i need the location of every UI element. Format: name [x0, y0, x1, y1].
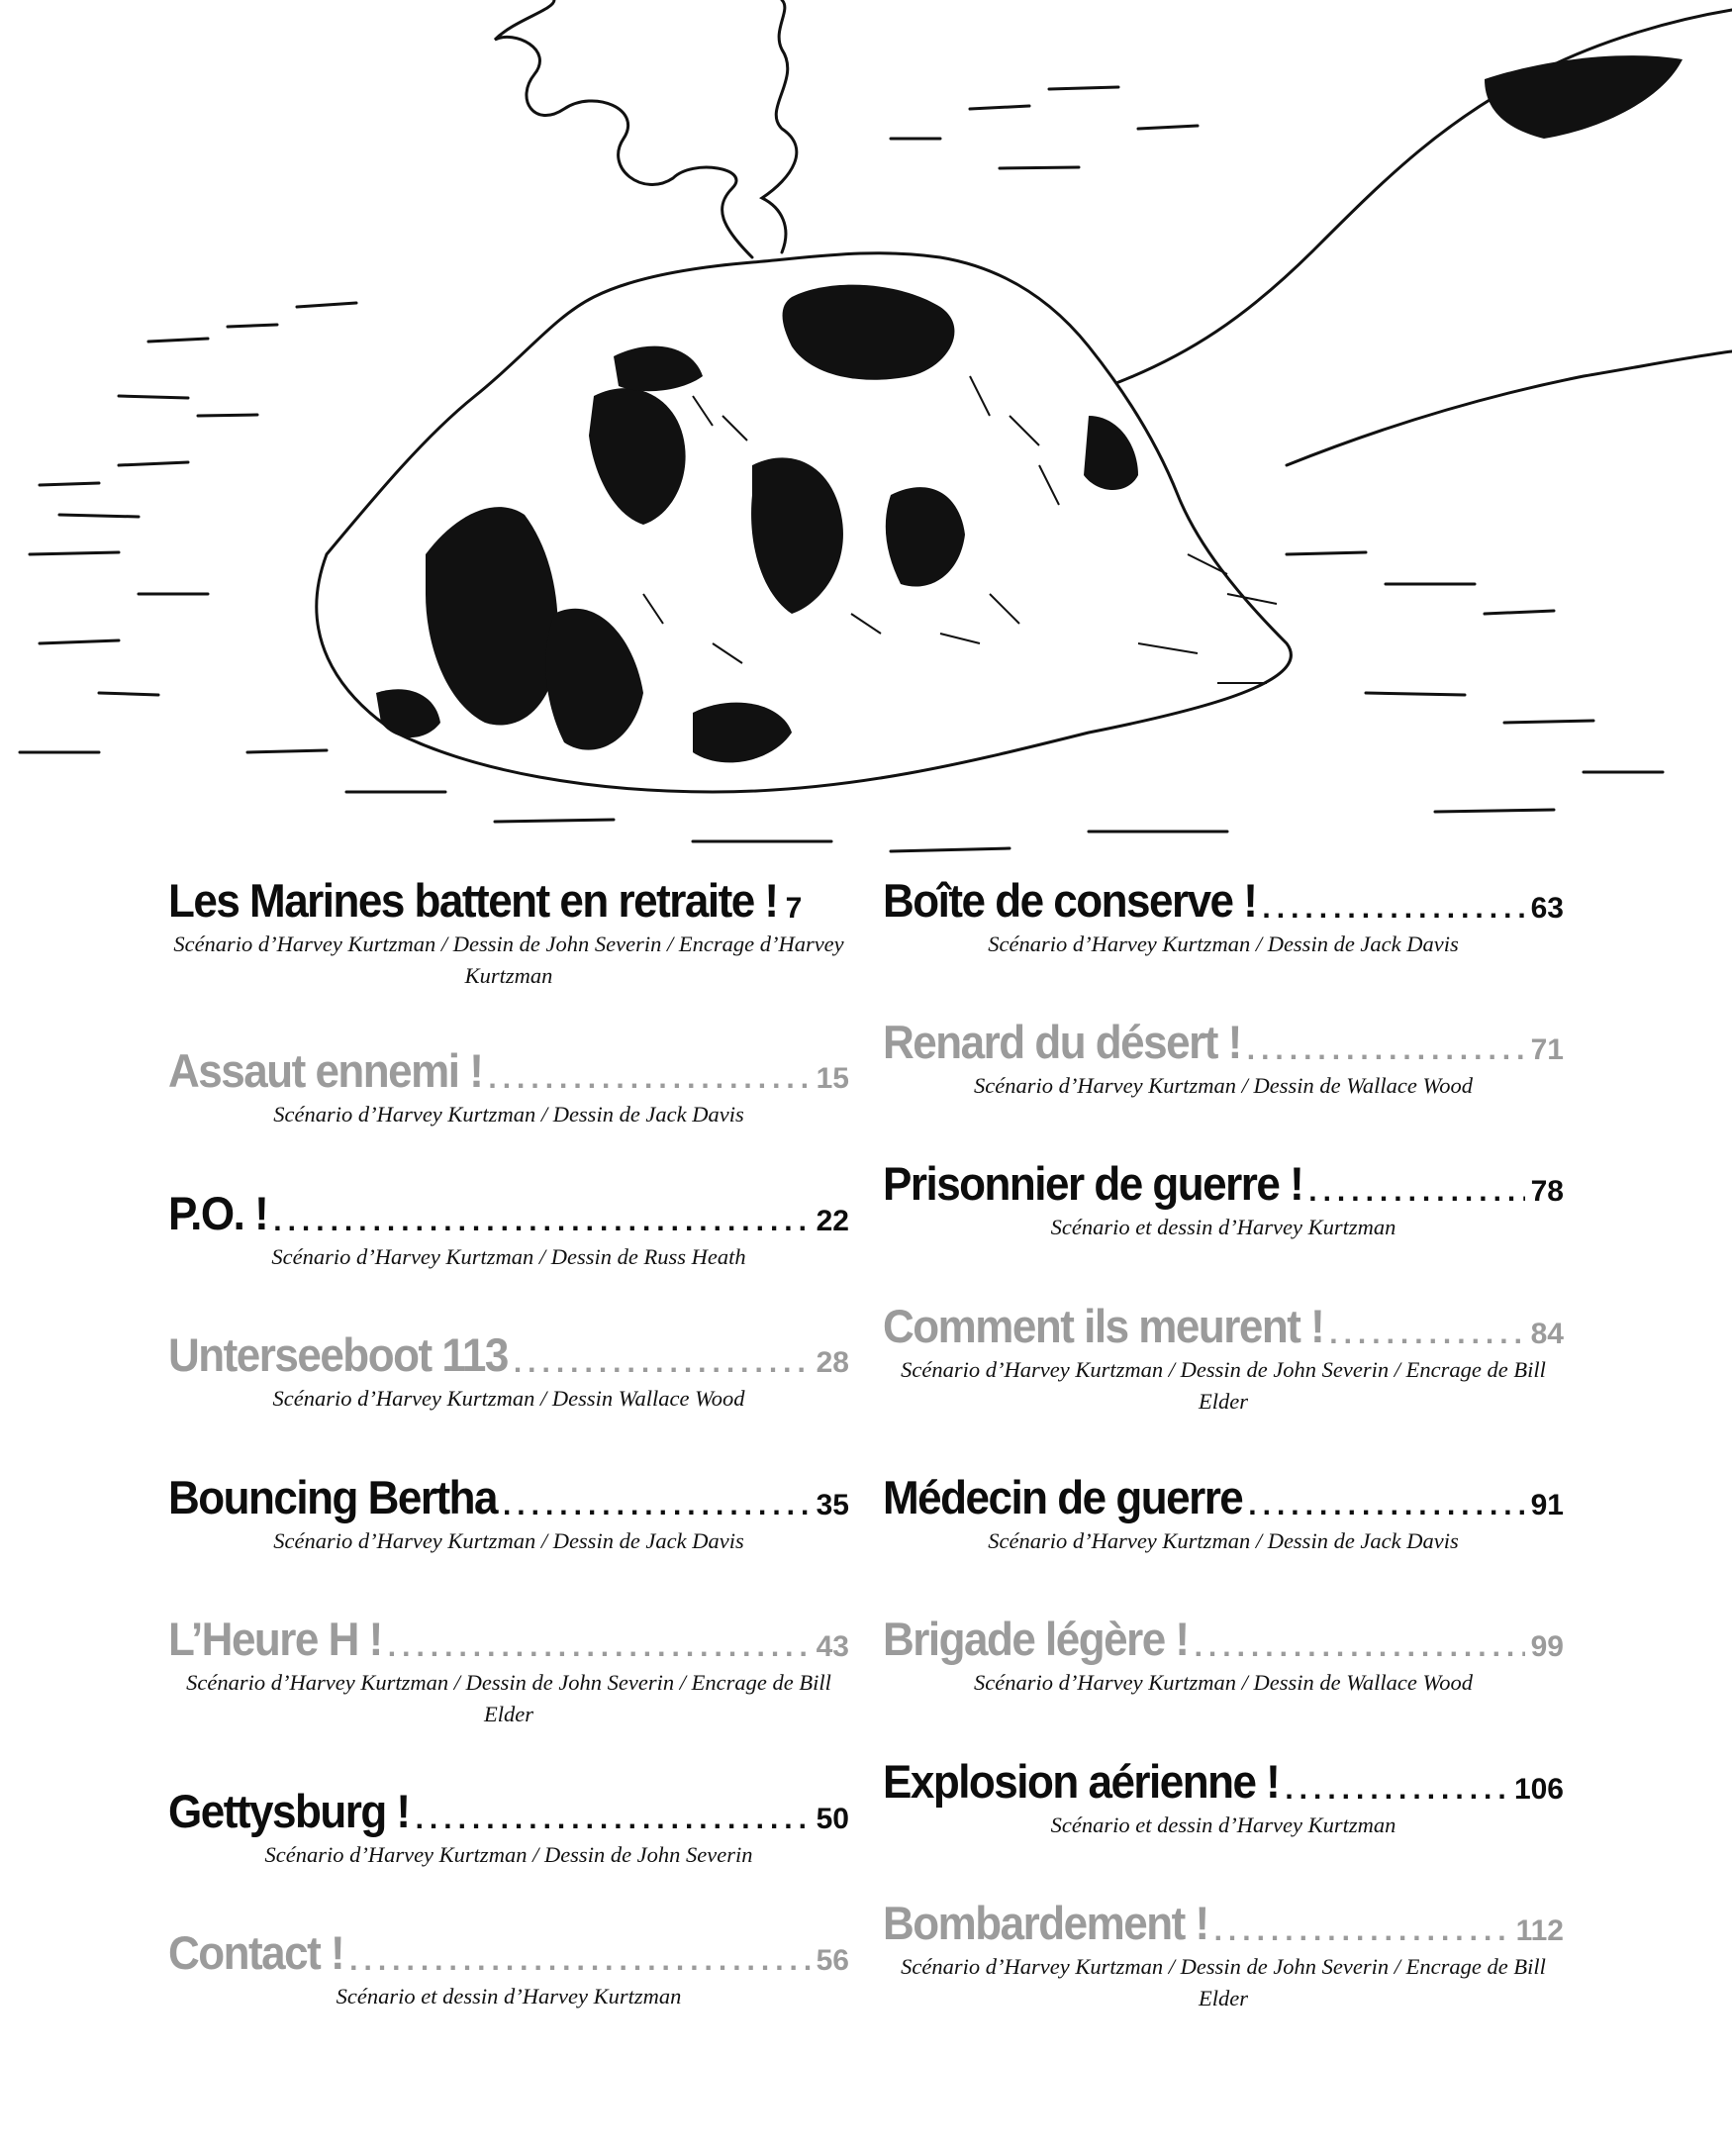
entry-title: Boîte de conserve !	[883, 879, 1257, 928]
entry-credit: Scénario d’Harvey Kurtzman / Dessin de Jack Davis	[988, 931, 1459, 956]
entry-title: Médecin de guerre	[883, 1476, 1243, 1524]
entry-credit: Scénario d’Harvey Kurtzman / Dessin de John Severin / Encrage de Bill Elder	[901, 1954, 1546, 2010]
entry-credit: Scénario et dessin d’Harvey Kurtzman	[1050, 1215, 1396, 1239]
entry-page-number: 63	[1530, 892, 1564, 925]
entry-title: Les Marines battent en retraite !	[168, 879, 778, 928]
entry-page-number: 91	[1530, 1489, 1564, 1521]
leader-dots	[1247, 1026, 1525, 1070]
entry-title: P.O. !	[168, 1192, 268, 1240]
entry-credit: Scénario d’Harvey Kurtzman / Dessin de Russ Heath	[271, 1244, 746, 1269]
entry-credit: Scénario d’Harvey Kurtzman / Dessin de Jack Davis	[988, 1528, 1459, 1553]
leader-dots	[388, 1622, 811, 1667]
leader-dots	[273, 1197, 810, 1241]
entry-credit: Scénario d’Harvey Kurtzman / Dessin de Jack Davis	[273, 1102, 744, 1127]
entry-page-number: 7	[785, 892, 803, 925]
entry-page-number: 78	[1530, 1175, 1564, 1208]
leader-dots	[1262, 884, 1524, 929]
entry-page-number: 99	[1530, 1630, 1564, 1663]
toc-entry[interactable]	[883, 1617, 1564, 1699]
entry-page-number: 43	[816, 1630, 849, 1663]
toc-entry[interactable]	[883, 879, 1564, 960]
entry-page-number: 22	[816, 1205, 849, 1237]
entry-credit: Scénario et dessin d’Harvey Kurtzman	[1050, 1813, 1396, 1837]
entry-credit: Scénario d’Harvey Kurtzman / Dessin de John Severin / Encrage de Bill Elder	[186, 1670, 831, 1726]
entry-title: Unterseeboot 113	[168, 1333, 508, 1382]
toc-entry[interactable]	[168, 1617, 849, 1730]
leader-dots	[514, 1338, 811, 1383]
toc-entry[interactable]	[883, 1305, 1564, 1418]
entry-title: Bombardement !	[883, 1902, 1208, 1950]
entry-page-number: 71	[1530, 1033, 1564, 1066]
entry-credit: Scénario d’Harvey Kurtzman / Dessin Wallace Wood	[272, 1386, 745, 1411]
entry-page-number: 28	[816, 1346, 849, 1379]
toc-entry[interactable]	[883, 1902, 1564, 2014]
entry-page-number: 50	[816, 1803, 849, 1835]
entry-credit: Scénario d’Harvey Kurtzman / Dessin de Jack Davis	[273, 1528, 744, 1553]
entry-page-number: 35	[816, 1489, 849, 1521]
entry-title: Brigade légère !	[883, 1617, 1189, 1666]
leader-dots	[1214, 1907, 1510, 1951]
toc-entry[interactable]	[168, 1476, 849, 1557]
entry-credit: Scénario d’Harvey Kurtzman / Dessin de John Severin	[264, 1842, 753, 1867]
entry-title: Gettysburg !	[168, 1790, 410, 1838]
entry-title: Prisonnier de guerre !	[883, 1162, 1303, 1211]
toc-entry[interactable]	[883, 1476, 1564, 1557]
entry-page-number: 15	[816, 1062, 849, 1095]
toc-entry[interactable]	[168, 1931, 849, 2012]
entry-page-number: 106	[1513, 1773, 1564, 1806]
toc-entry[interactable]	[168, 1192, 849, 1273]
entry-title: Contact !	[168, 1931, 344, 1980]
toc-entry[interactable]	[168, 1790, 849, 1871]
entry-page-number: 84	[1530, 1318, 1564, 1350]
entry-page-number: 56	[816, 1944, 849, 1977]
entry-credit: Scénario d’Harvey Kurtzman / Dessin de John Severin / Encrage d’Harvey Kurtzman	[173, 931, 844, 988]
entry-title: Comment ils meurent !	[883, 1305, 1324, 1353]
entry-credit: Scénario d’Harvey Kurtzman / Dessin de Wallace Wood	[974, 1670, 1473, 1695]
leader-dots	[1248, 1481, 1524, 1525]
leader-dots	[503, 1481, 811, 1525]
leader-dots	[416, 1795, 811, 1839]
entry-credit: Scénario d’Harvey Kurtzman / Dessin de Wallace Wood	[974, 1073, 1473, 1098]
toc-entry[interactable]	[883, 1760, 1564, 1841]
toc-entry[interactable]	[168, 1049, 849, 1130]
entry-title: Renard du désert !	[883, 1021, 1241, 1069]
leader-dots	[349, 1936, 810, 1981]
volcanic-island-illustration	[0, 0, 1732, 871]
toc-entry[interactable]	[168, 879, 849, 992]
entry-credit: Scénario et dessin d’Harvey Kurtzman	[336, 1984, 682, 2009]
entry-credit: Scénario d’Harvey Kurtzman / Dessin de John Severin / Encrage de Bill Elder	[901, 1357, 1546, 1414]
leader-dots	[1285, 1765, 1508, 1810]
leader-dots	[488, 1054, 810, 1099]
leader-dots	[1308, 1167, 1524, 1212]
entry-title: L’Heure H !	[168, 1617, 382, 1666]
entry-title: Bouncing Bertha	[168, 1476, 497, 1524]
leader-dots	[1329, 1310, 1524, 1354]
entry-page-number: 112	[1515, 1914, 1564, 1947]
leader-dots	[1195, 1622, 1525, 1667]
entry-title: Assaut ennemi !	[168, 1049, 483, 1098]
entry-title: Explosion aérienne !	[883, 1760, 1280, 1809]
toc-entry[interactable]	[883, 1021, 1564, 1102]
toc-entry[interactable]	[883, 1162, 1564, 1243]
toc-entry[interactable]	[168, 1333, 849, 1415]
